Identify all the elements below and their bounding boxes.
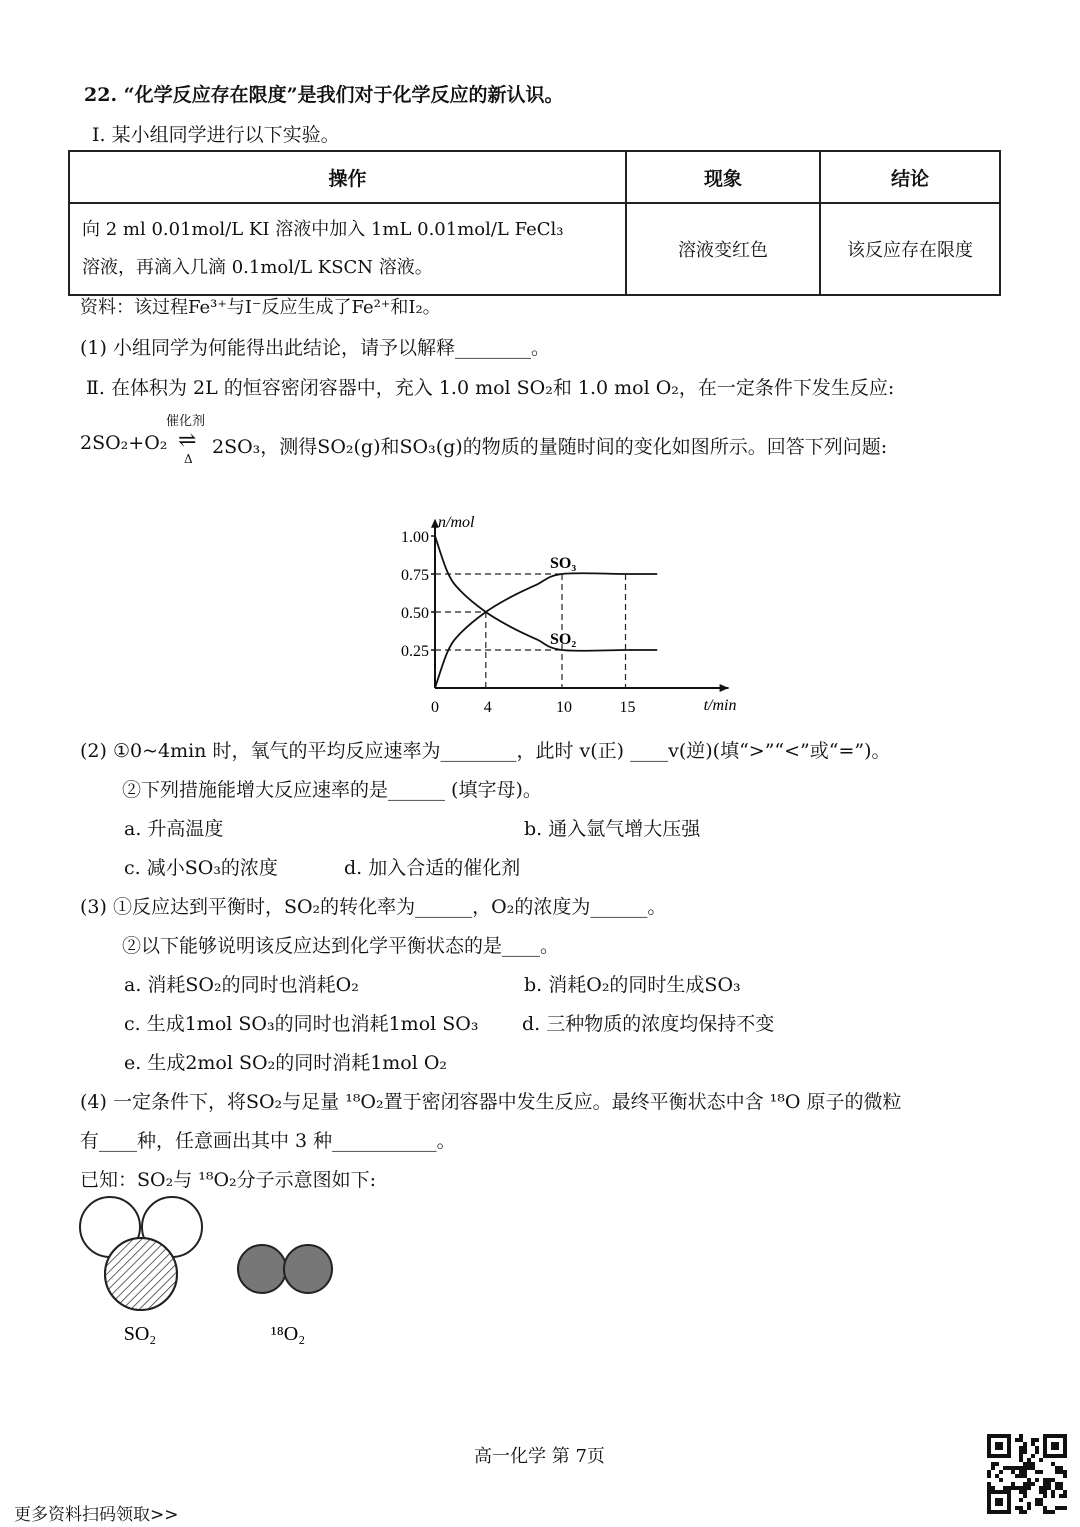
qr-cell: [1035, 1502, 1039, 1506]
qr-cell: [1011, 1486, 1015, 1490]
y-tick-label: 0.50: [401, 605, 429, 622]
y-tick-label: 0.25: [401, 643, 429, 660]
series-label: SO₂: [550, 631, 577, 648]
so2-molecule-icon: [80, 1197, 202, 1310]
qr-cell: [1019, 1498, 1023, 1502]
qr-cell: [1027, 1478, 1031, 1482]
qr-cell: [1047, 1510, 1051, 1514]
series-label: SO₃: [550, 555, 577, 572]
part2-heading: Ⅱ. 在体积为 2L 的恒容密闭容器中，充入 1.0 mol SO₂和 1.0 mol O₂，在一定条件下发生反应:: [86, 377, 895, 399]
x-tick-label: 15: [619, 699, 636, 716]
qr-cell: [1035, 1498, 1039, 1502]
qr-cell: [1051, 1510, 1055, 1514]
qr-cell: [1031, 1482, 1035, 1486]
qr-cell: [1055, 1506, 1059, 1510]
known-note: 已知：SO₂与 ¹⁸O₂分子示意图如下:: [80, 1169, 377, 1191]
qr-cell: [1007, 1466, 1011, 1470]
reaction-rest: 2SO₃，测得SO₂(g)和SO₃(g)的物质的量随时间的变化如图所示。回答下列问题:: [212, 436, 888, 458]
qr-cell: [1031, 1466, 1035, 1470]
qr-cell: [1059, 1506, 1063, 1510]
qr-cell: [1011, 1470, 1015, 1474]
qr-cell: [1015, 1466, 1019, 1470]
q2-option-c: c. 减小SO₃的浓度: [124, 857, 278, 879]
qr-cell: [1063, 1490, 1067, 1494]
qr-cell: [1035, 1438, 1039, 1442]
cell-conclusion: 该反应存在限度: [820, 203, 1000, 295]
header-phenomenon: 现象: [626, 151, 820, 203]
qr-cell: [1039, 1470, 1043, 1474]
qr-cell: [1027, 1486, 1031, 1490]
qr-cell: [1023, 1510, 1027, 1514]
qr-cell: [1055, 1470, 1059, 1474]
qr-cell: [999, 1470, 1003, 1474]
qr-cell: [1015, 1474, 1019, 1478]
qr-cell: [1059, 1470, 1063, 1474]
q2-option-a: a. 升高温度: [124, 818, 224, 840]
qr-cell: [1031, 1438, 1035, 1442]
qr-cell: [1015, 1438, 1019, 1442]
qr-cell: [1019, 1434, 1023, 1438]
qr-cell: [995, 1474, 999, 1478]
qr-cell: [1019, 1454, 1023, 1458]
qr-cell: [1023, 1486, 1027, 1490]
qr-cell: [1055, 1466, 1059, 1470]
qr-cell: [1023, 1494, 1027, 1498]
qr-cell: [1051, 1478, 1055, 1482]
qr-cell: [1019, 1438, 1023, 1442]
q2-option-d: d. 加入合适的催化剂: [344, 857, 521, 879]
qr-cell: [991, 1486, 995, 1490]
qr-cell: [1023, 1462, 1027, 1466]
qr-cell: [1019, 1450, 1023, 1454]
series-line: [435, 573, 657, 688]
qr-cell: [1059, 1486, 1063, 1490]
qr-cell: [1011, 1482, 1015, 1486]
qr-cell: [1019, 1490, 1023, 1494]
o18-label: ¹⁸O₂: [270, 1323, 306, 1345]
y-tick-label: 0.75: [401, 567, 429, 584]
qr-cell: [1043, 1486, 1047, 1490]
qr-cell: [1023, 1470, 1027, 1474]
qr-cell: [1027, 1502, 1031, 1506]
qr-cell: [1051, 1490, 1055, 1494]
qr-cell: [999, 1478, 1003, 1482]
qr-cell: [1043, 1494, 1047, 1498]
x-tick-label: 0: [431, 699, 439, 716]
qr-cell: [1011, 1466, 1015, 1470]
qr-cell: [1063, 1506, 1067, 1510]
molecule-diagrams: [70, 1200, 360, 1360]
qr-cell: [1019, 1458, 1023, 1462]
q3-option-e: e. 生成2mol SO₂的同时消耗1mol O₂: [124, 1052, 448, 1074]
chart-labels: [401, 514, 736, 716]
qr-cell: [1063, 1470, 1067, 1474]
qr-cell: [1023, 1442, 1027, 1446]
qr-cell: [1043, 1506, 1047, 1510]
qr-cell: [1031, 1462, 1035, 1466]
header-operation: 操作: [69, 151, 626, 203]
y-axis-label: n/mol: [438, 513, 475, 531]
qr-code-icon[interactable]: [987, 1434, 1067, 1514]
heat-symbol: Δ: [184, 452, 193, 466]
x-tick-label: 10: [556, 699, 572, 716]
qr-cell: [987, 1482, 991, 1486]
qr-cell: [1019, 1466, 1023, 1470]
qr-cell: [987, 1474, 991, 1478]
qr-cell: [1019, 1506, 1023, 1510]
x-axis-arrow: [720, 684, 729, 692]
qr-cell: [1035, 1478, 1039, 1482]
qr-cell: [1063, 1494, 1067, 1498]
cell-phenomenon: 溶液变红色: [626, 203, 820, 295]
qr-cell: [1043, 1510, 1047, 1514]
qr-cell: [1035, 1446, 1039, 1450]
qr-cell: [1055, 1486, 1059, 1490]
qr-cell: [1023, 1450, 1027, 1454]
qr-cell: [1043, 1478, 1047, 1482]
experiment-table: [68, 150, 1001, 296]
qr-cell: [1043, 1482, 1047, 1486]
reaction-lhs: 2SO₂+O₂: [80, 432, 168, 454]
question-title: 22. “化学反应存在限度”是我们对于化学反应的新认识。: [84, 84, 564, 106]
qr-cell: [1019, 1486, 1023, 1490]
qr-cell: [1003, 1466, 1007, 1470]
q3-option-a: a. 消耗SO₂的同时也消耗O₂: [124, 974, 359, 996]
qr-cell: [1027, 1506, 1031, 1510]
qr-cell: [1027, 1466, 1031, 1470]
qr-cell: [1051, 1494, 1055, 1498]
qr-cell: [1003, 1486, 1007, 1490]
o18-molecule-icon: [238, 1245, 332, 1293]
qr-cell: [1027, 1458, 1031, 1462]
qr-cell: [1047, 1486, 1051, 1490]
qr-cell: [995, 1462, 999, 1466]
q3-option-c: c. 生成1mol SO₃的同时也消耗1mol SO₃: [124, 1013, 479, 1035]
qr-cell: [1019, 1510, 1023, 1514]
qr-cell: [1015, 1506, 1019, 1510]
qr-cell: [1023, 1482, 1027, 1486]
q3-option-b: b. 消耗O₂的同时生成SO₃: [524, 974, 741, 996]
x-tick-label: 4: [483, 699, 492, 716]
reversible-arrow: ⇌: [178, 428, 197, 453]
material-note: 资料：该过程Fe³⁺与I⁻反应生成了Fe²⁺和I₂。: [80, 297, 441, 318]
qr-cell: [1039, 1502, 1043, 1506]
qr-cell: [1039, 1486, 1043, 1490]
qr-cell: [1023, 1490, 1027, 1494]
qr-cell: [1039, 1498, 1043, 1502]
qr-cell: [1019, 1474, 1023, 1478]
page-footer: 高一化学 第 7页: [474, 1446, 605, 1467]
qr-cell: [1015, 1486, 1019, 1490]
qr-cell: [1043, 1490, 1047, 1494]
qr-cell: [1007, 1486, 1011, 1490]
question-4-line-2: 有____种，任意画出其中 3 种___________。: [80, 1130, 456, 1152]
qr-cell: [1023, 1446, 1027, 1450]
qr-cell: [1047, 1478, 1051, 1482]
qr-cell: [1055, 1482, 1059, 1486]
operation-line-2: 溶液，再滴入几滴 0.1mol/L KSCN 溶液。: [82, 257, 433, 278]
qr-cell: [1059, 1466, 1063, 1470]
y-tick-label: 1.00: [401, 529, 429, 546]
more-resources-link[interactable]: 更多资料扫码领取>>: [14, 1505, 179, 1525]
qr-cell: [991, 1466, 995, 1470]
qr-cell: [1039, 1458, 1043, 1462]
question-1: (1) 小组同学为何能得出此结论，请予以解释________。: [80, 337, 550, 359]
qr-cell: [1023, 1474, 1027, 1478]
qr-cell: [1051, 1462, 1055, 1466]
qr-cell: [1019, 1446, 1023, 1450]
question-3-2: ②以下能够说明该反应达到化学平衡状态的是____。: [122, 935, 560, 957]
qr-cell: [1059, 1482, 1063, 1486]
qr-cell: [1059, 1494, 1063, 1498]
qr-cell: [1039, 1490, 1043, 1494]
operation-line-1: 向 2 ml 0.01mol/L KI 溶液中加入 1mL 0.01mol/L FeCl₃: [82, 219, 564, 240]
qr-cell: [1035, 1470, 1039, 1474]
mole-time-chart: [395, 480, 737, 720]
qr-cell: [987, 1486, 991, 1490]
question-2-2: ②下列措施能增大反应速率的是______ (填字母)。: [122, 779, 542, 801]
qr-cell: [991, 1462, 995, 1466]
qr-cell: [1035, 1450, 1039, 1454]
question-2-1: (2) ①0~4min 时，氧气的平均反应速率为________，此时 v(正) ____v(逆)(填“>”“<”或“=”)。: [80, 740, 891, 762]
qr-cell: [1047, 1482, 1051, 1486]
part1-heading: Ⅰ. 某小组同学进行以下实验。: [92, 124, 340, 146]
qr-cell: [1063, 1474, 1067, 1478]
qr-cell: [1027, 1482, 1031, 1486]
q3-option-d: d. 三种物质的浓度均保持不变: [522, 1013, 775, 1035]
series-line: [435, 536, 657, 651]
qr-cell: [1031, 1454, 1035, 1458]
question-4-line-1: (4) 一定条件下，将SO₂与足量 ¹⁸O₂置于密闭容器中发生反应。最终平衡状态中含 ¹⁸O 原子的微粒: [80, 1091, 902, 1113]
question-3-1: (3) ①反应达到平衡时，SO₂的转化率为______，O₂的浓度为______。: [80, 896, 667, 918]
cell-operation: [69, 203, 626, 295]
catalyst-label: 催化剂: [166, 414, 206, 429]
qr-cell: [1019, 1470, 1023, 1474]
qr-cell: [987, 1470, 991, 1474]
qr-cell: [1027, 1462, 1031, 1466]
q2-option-b: b. 通入氩气增大压强: [524, 818, 701, 840]
qr-cell: [1031, 1442, 1035, 1446]
x-axis-label: t/min: [703, 697, 737, 714]
so2-label: SO₂: [123, 1323, 157, 1345]
header-conclusion: 结论: [820, 151, 1000, 203]
qr-cell: [1023, 1466, 1027, 1470]
